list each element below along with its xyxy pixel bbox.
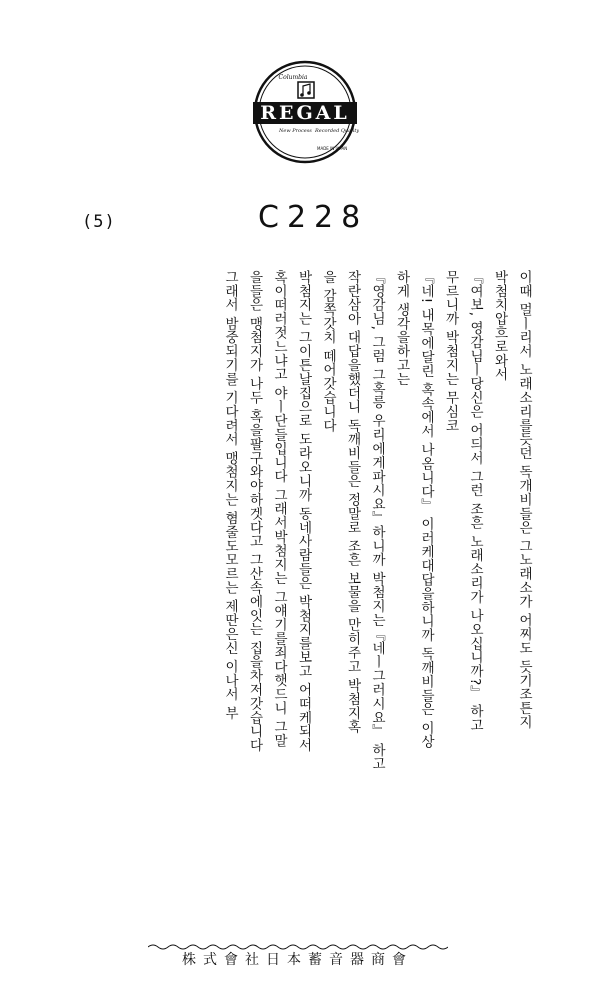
- text-column: 박첨치압흐로와서: [491, 270, 508, 382]
- text-column: 혹이떠러젓느냐고 야ㅣ단들입니다 그래서박첨지는 그얘기를죄다햇드니 그말: [271, 270, 287, 748]
- text-column: 무르니까 박첨지는 무심코: [442, 270, 459, 433]
- page-number: (5): [82, 212, 116, 232]
- wavy-divider: [148, 936, 448, 944]
- logo-right-text: Recorded Quality: [315, 128, 359, 134]
- text-column: 『여보, 영감님ㅣ당신은 어듸서 그런 조흔 노래소리가 나오십니까?』 하고: [467, 270, 483, 733]
- text-column: 박첨지는 그이튼날집으로 도라오니까 동네사람들은 박첨지를보고 어떠케되서: [295, 270, 312, 753]
- logo-bottom-text: MADE IN JAPAN: [317, 146, 348, 151]
- logo-top-text: Columbia: [278, 74, 308, 81]
- logo-left-text: New Process: [279, 128, 312, 134]
- text-column: 이때 멀ㅣ리서 노래소리를듯던 독개비들은 그노래소가 어찌도 듯기조튼지: [516, 270, 532, 730]
- text-column: 작란삼아 대답을했더니 독깨비들은 정말로 조흔 보물을 만히주고 박첨지혹: [344, 270, 361, 734]
- story-text: [112, 270, 536, 922]
- text-column: 『영감님, 그럼 그혹릉 우리에게파시요』하니까 박첨지는『네ㅣ그러시요』 하고: [369, 270, 385, 771]
- logo-brand-text: REGAL: [260, 102, 350, 124]
- text-column: 그래서 밤중되기를 기다려서 맹첨지는 혐줄도모르는 제딴은신 이나서 부: [222, 270, 238, 720]
- publisher-name: 株式會社日本蓄音器商會: [182, 952, 413, 968]
- regal-logo: [251, 58, 359, 180]
- record-number: C228: [258, 200, 369, 235]
- text-column: 하게 생각을하고는: [393, 270, 410, 386]
- text-column: 『네! 내목에달린 혹속에서 나옴니다』 이러케대답을하니까 독깨비들은 이상: [418, 270, 434, 749]
- text-column: 을 감쪽갓치 떼어갓습니다: [320, 270, 336, 433]
- text-column: 을들은 맹첨지가 나두 혹을팔구와야하겟다고 그산속에잇는 집을차저갓습니다: [246, 270, 263, 753]
